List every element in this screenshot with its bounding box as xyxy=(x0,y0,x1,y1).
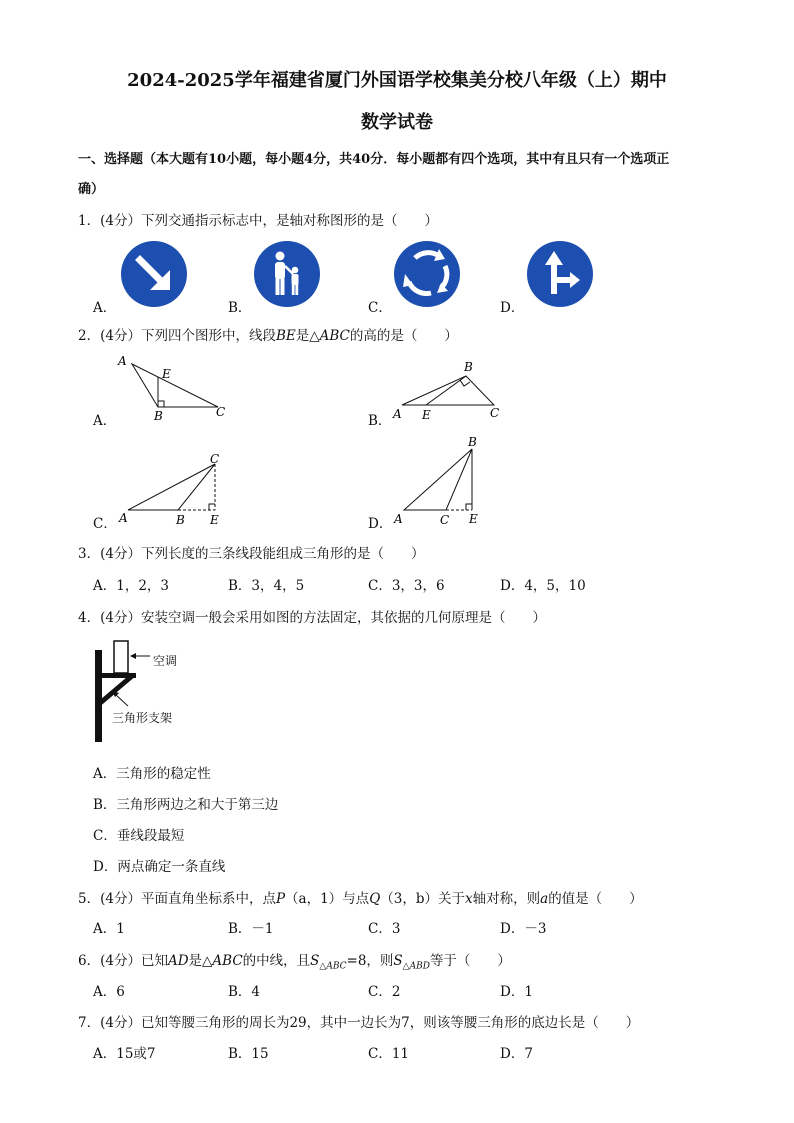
q1-option-d[interactable]: D． xyxy=(500,300,525,316)
q5-option-d[interactable]: D．－3 xyxy=(500,921,547,937)
q7-option-a[interactable]: A．15或7 xyxy=(93,1046,156,1062)
q5-option-c[interactable]: C．3 xyxy=(368,921,401,937)
q1-sign-d xyxy=(526,240,594,308)
q6-option-a[interactable]: A．6 xyxy=(93,984,125,1000)
svg-text:C: C xyxy=(210,452,220,466)
q5-option-b[interactable]: B．－1 xyxy=(228,921,274,937)
q3-option-d[interactable]: D．4，5，10 xyxy=(500,578,586,594)
svg-text:B: B xyxy=(464,360,473,374)
question-7-stem: 7．(4分）已知等腰三角形的周长为29，其中一边长为7，则该等腰三角形的底边长是（ ） xyxy=(78,1015,640,1031)
q2-figure-c xyxy=(110,450,240,530)
q2-figure-a xyxy=(110,350,240,425)
q1-option-b[interactable]: B． xyxy=(228,300,252,316)
section-header-cont: 确） xyxy=(78,182,105,197)
q4-option-c[interactable]: C．垂线段最短 xyxy=(93,828,185,844)
label-air-conditioner: 空调 xyxy=(153,654,178,668)
question-1-stem: 1．(4分）下列交通指示标志中，是轴对称图形的是（ ） xyxy=(78,213,438,229)
section-header: 一、选择题（本大题有10小题，每小题4分，共40分．每小题都有四个选项，其中有且只有一个选项正 xyxy=(78,152,670,167)
svg-text:E: E xyxy=(210,513,219,527)
page-subtitle: 数学试卷 xyxy=(361,112,433,133)
q2-figure-d xyxy=(390,435,510,530)
svg-text:E: E xyxy=(469,512,478,526)
q2-option-c[interactable]: C． xyxy=(93,516,117,532)
page-title: 2024-2025学年福建省厦门外国语学校集美分校八年级（上）期中 xyxy=(127,70,667,91)
q1-sign-b xyxy=(253,240,321,308)
question-3-stem: 3．(4分）下列长度的三条线段能组成三角形的是（ ） xyxy=(78,546,425,562)
q3-option-c[interactable]: C．3，3，6 xyxy=(368,578,445,594)
q4-option-d[interactable]: D．两点确定一条直线 xyxy=(93,859,226,875)
q3-option-a[interactable]: A．1，2，3 xyxy=(93,578,170,594)
q3-option-b[interactable]: B．3，4，5 xyxy=(228,578,305,594)
air-conditioner-box xyxy=(114,641,128,673)
label-b: B xyxy=(154,409,163,423)
q7-option-d[interactable]: D．7 xyxy=(500,1046,533,1062)
svg-text:C: C xyxy=(440,513,450,527)
question-5-stem: 5．(4分）平面直角坐标系中，点P（a，1）与点Q（3，b）关于x轴对称，则a的值是（ ） xyxy=(78,891,643,907)
q6-option-b[interactable]: B．4 xyxy=(228,984,261,1000)
q2-figure-b xyxy=(390,358,510,428)
q4-option-b[interactable]: B．三角形两边之和大于第三边 xyxy=(93,797,279,813)
svg-text:E: E xyxy=(422,408,431,422)
q1-sign-c xyxy=(393,240,461,308)
q7-option-c[interactable]: C．11 xyxy=(368,1046,410,1062)
svg-text:A: A xyxy=(394,512,403,526)
q1-option-a[interactable]: A． xyxy=(93,300,117,316)
q6-option-c[interactable]: C．2 xyxy=(368,984,401,1000)
svg-text:C: C xyxy=(490,406,500,420)
q2-option-b[interactable]: B． xyxy=(368,413,392,429)
label-triangle-bracket: 三角形支架 xyxy=(112,711,173,725)
q6-option-d[interactable]: D．1 xyxy=(500,984,533,1000)
svg-text:B: B xyxy=(176,513,185,527)
q1-option-c[interactable]: C． xyxy=(368,300,392,316)
svg-text:A: A xyxy=(119,511,128,525)
q2-option-d[interactable]: D． xyxy=(368,516,393,532)
q2-option-a[interactable]: A． xyxy=(93,413,117,429)
q4-figure xyxy=(90,636,200,746)
q1-sign-a xyxy=(120,240,188,308)
q4-option-a[interactable]: A．三角形的稳定性 xyxy=(93,766,211,782)
q7-option-b[interactable]: B．15 xyxy=(228,1046,269,1062)
label-e: E xyxy=(162,367,171,381)
question-4-stem: 4．(4分）安装空调一般会采用如图的方法固定，其依据的几何原理是（ ） xyxy=(78,610,546,626)
q5-option-a[interactable]: A．1 xyxy=(93,921,125,937)
question-2-stem: 2．(4分）下列四个图形中，线段BE是△ABC的高的是（ ） xyxy=(78,328,458,344)
svg-text:A: A xyxy=(393,407,402,421)
label-c: C xyxy=(216,405,226,419)
label-a: A xyxy=(118,354,127,368)
svg-text:B: B xyxy=(468,435,477,449)
question-6-stem: 6．(4分）已知AD是△ABC的中线，且$S_{\triangle ABC}=8$，则$S_{\triangle ABD}$等于（ ） xyxy=(78,953,511,972)
